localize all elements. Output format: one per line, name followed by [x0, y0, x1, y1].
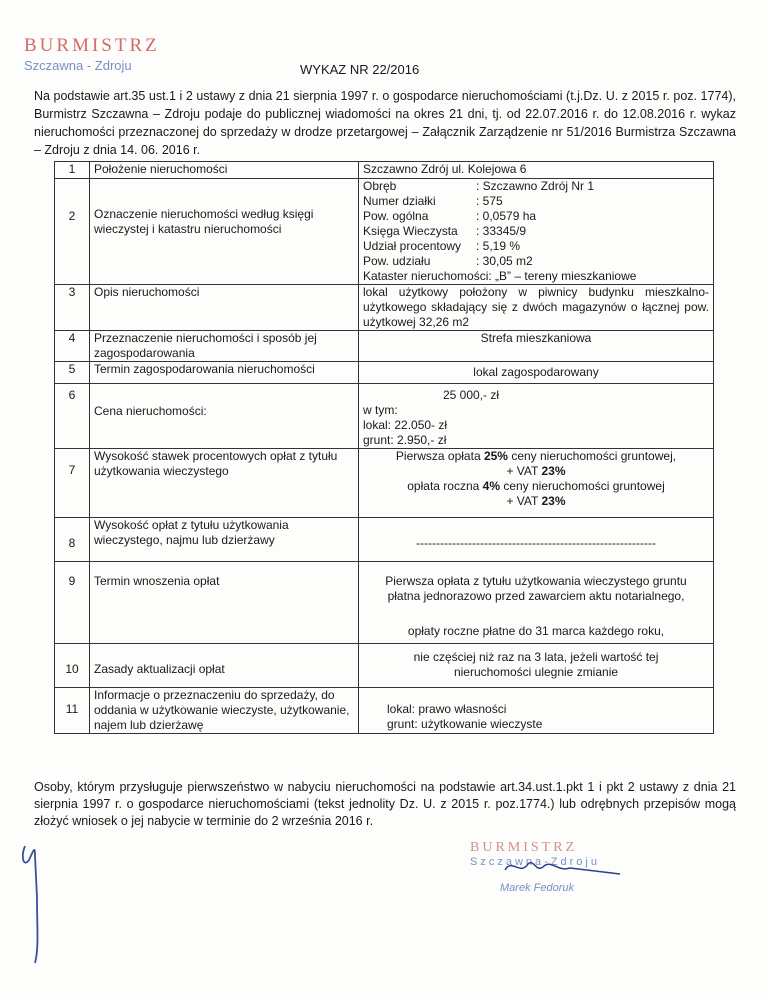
- fee-text: ceny nieruchomości gruntowej,: [507, 449, 677, 463]
- field-key: Udział procentowy: [363, 239, 462, 253]
- table-row: [55, 562, 714, 644]
- table-row: [55, 449, 714, 518]
- brand-city: Szczawna - Zdroju: [24, 58, 132, 73]
- footer-paragraph: Osoby, którym przysługuje pierwszeństwo w nabyciu nieruchomości na podstawie art.34.ust.1.pkt 1 i pkt 2 ustawy z dnia 21 sierpnia 1997 r. o gospodarce nieruchomościami (tekst jednolity Dz. U. z 2015 r. poz.1774.) lub odrębnych przepisów mogą złożyć wniosek o jej nabycie w terminie do 2 września 2016 r.: [34, 780, 736, 828]
- row-value: nie częściej niż raz na 3 lata, jeżeli wartość tej nieruchomości ulegnie zmianie: [359, 644, 714, 688]
- row-number: 10: [55, 644, 90, 688]
- document-title: WYKAZ NR 22/2016: [300, 62, 420, 77]
- property-table: [54, 161, 714, 734]
- row-label: Termin zagospodarowania nieruchomości: [90, 362, 359, 384]
- kataster-text: Kataster nieruchomości: „B” – tereny mieszkaniowe: [363, 269, 637, 283]
- field-value: : Szczawno Zdrój Nr 1: [476, 179, 595, 193]
- row-number: 3: [55, 285, 90, 331]
- row-number: 9: [55, 562, 90, 644]
- table-row: [55, 285, 714, 331]
- row-number: 5: [55, 362, 90, 384]
- row-value: [359, 384, 714, 449]
- vat-percent: 23%: [541, 464, 566, 478]
- payment-first: Pierwsza opłata z tytułu użytkowania wieczystego gruntu płatna jednorazowo przed zawarciem aktu notarialnego,: [385, 574, 687, 603]
- field-key: Księga Wieczysta: [363, 224, 458, 238]
- field-value: : 33345/9: [476, 224, 527, 238]
- field-value: : 5,19 %: [476, 239, 521, 253]
- row-label: Termin wnoszenia opłat: [90, 562, 359, 644]
- field-key: Pow. udziału: [363, 254, 431, 268]
- field-value: : 0,0579 ha: [476, 209, 537, 223]
- payment-annual: opłaty roczne płatne do 31 marca każdego roku,: [407, 624, 665, 638]
- row-number: 2: [55, 179, 90, 285]
- brand-name: BURMISTRZ: [24, 35, 160, 56]
- field-value: : 30,05 m2: [476, 254, 533, 268]
- row-label: Przeznaczenie nieruchomości i sposób jej zagospodarowania: [90, 331, 359, 362]
- signature-scribble: [500, 858, 650, 878]
- vat-text: + VAT: [506, 464, 542, 478]
- signature-name: Marek Fedoruk: [500, 882, 574, 894]
- row-value: [359, 688, 714, 734]
- table-row: [55, 331, 714, 362]
- signature-stamp-title: BURMISTRZ: [470, 840, 578, 855]
- row-value: [359, 562, 714, 644]
- row-value: Strefa mieszkaniowa: [359, 331, 714, 362]
- row-label: Wysokość opłat z tytułu użytkowania wieczystego, najmu lub dzierżawy: [90, 518, 359, 562]
- row-label: Informacje o przeznaczeniu do sprzedaży, do oddania w użytkowanie wieczyste, użytkowanie, najem lub dzierżawę: [90, 688, 359, 734]
- ownership-grunt: grunt: użytkowanie wieczyste: [387, 717, 543, 731]
- row-label: Położenie nieruchomości: [90, 162, 359, 179]
- signature-block: [470, 840, 600, 894]
- vat-percent: 23%: [541, 494, 566, 508]
- table-row: [55, 688, 714, 734]
- vat-text: + VAT: [506, 494, 542, 508]
- fee-percent: 4%: [482, 479, 500, 493]
- row-value: ------------------------------------------------------------: [359, 518, 714, 562]
- brand-stamp: [24, 36, 160, 73]
- table-row: [55, 644, 714, 688]
- handwritten-initials: [15, 838, 55, 968]
- price-total: 25 000,- zł: [443, 388, 500, 402]
- row-number: 11: [55, 688, 90, 734]
- fee-text: ceny nieruchomości gruntowej: [499, 479, 665, 493]
- table-row: [55, 518, 714, 562]
- fee-text: Pierwsza opłata: [395, 449, 484, 463]
- row-label: Cena nieruchomości:: [90, 384, 359, 449]
- fee-percent: 25%: [483, 449, 508, 463]
- row-label: Opis nieruchomości: [90, 285, 359, 331]
- ownership-lokal: lokal: prawo własności: [387, 702, 507, 716]
- fee-text: opłata roczna: [407, 479, 483, 493]
- row-value: [359, 179, 714, 285]
- row-label: Wysokość stawek procentowych opłat z tytułu użytkowania wieczystego: [90, 449, 359, 518]
- price-lokal: lokal: 22.050- zł: [363, 418, 448, 432]
- row-label: Zasady aktualizacji opłat: [90, 644, 359, 688]
- table-row: [55, 362, 714, 384]
- row-label: Oznaczenie nieruchomości według księgi wieczystej i katastru nieruchomości: [90, 179, 359, 285]
- row-number: 8: [55, 518, 90, 562]
- row-number: 6: [55, 384, 90, 449]
- field-value: : 575: [476, 194, 503, 208]
- field-key: Pow. ogólna: [363, 209, 429, 223]
- row-value: Szczawno Zdrój ul. Kolejowa 6: [359, 162, 714, 179]
- row-value: lokal zagospodarowany: [359, 362, 714, 384]
- row-number: 4: [55, 331, 90, 362]
- table-row: [55, 384, 714, 449]
- price-wtym: w tym:: [363, 403, 398, 417]
- row-value: [359, 449, 714, 518]
- row-number: 7: [55, 449, 90, 518]
- price-grunt: grunt: 2.950,- zł: [363, 433, 447, 447]
- intro-paragraph: Na podstawie art.35 ust.1 i 2 ustawy z dnia 21 sierpnia 1997 r. o gospodarce nieruchomościami (t.j.Dz. U. z 2015 r. poz. 1774), Burmistrz Szczawna – Zdroju podaje do publicznej wiadomości na okres 21 dni, tj. od 22.07.2016 r. do 12.08.2016 r. wykaz nieruchomości przeznaczonej do sprzedaży w drodze przetargowej – Załącznik Zarządzenie nr 51/2016 Burmistrza Szczawna – Zdroju z dnia 14. 06. 2016 r.: [34, 89, 736, 157]
- table-row: [55, 179, 714, 285]
- row-number: 1: [55, 162, 90, 179]
- signature-stamp-city: Szczawna-Zdroju: [470, 856, 600, 868]
- table-row: [55, 162, 714, 179]
- field-key: Numer działki: [363, 194, 436, 208]
- row-value: lokal użytkowy położony w piwnicy budynku mieszkalno-użytkowego składający się z dwóch magazynów o łącznej pow. użytkowej 32,26 m2: [359, 285, 714, 331]
- field-key: Obręb: [363, 179, 397, 193]
